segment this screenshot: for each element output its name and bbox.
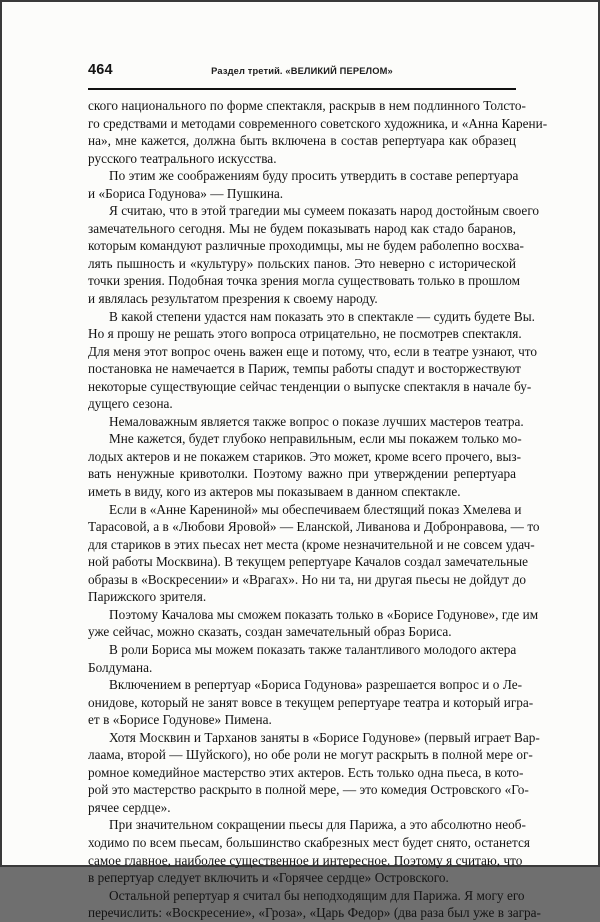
line-text: рой это мастерство раскрыто в полной мере, — это комедия Островского «Го-: [88, 782, 529, 798]
text-line: [88, 132, 516, 150]
line-text: Немаловажным является также вопрос о показе лучших мастеров театра.: [109, 413, 524, 429]
paragraph: [88, 641, 516, 676]
paragraph: [88, 167, 519, 202]
line-text: в репертуар следует включить и «Горячее сердце» Островского.: [88, 870, 449, 886]
line-text: замечательного сегодня. Мы не будем показывать народ как стадо баранов,: [88, 220, 516, 236]
text-line: [88, 343, 537, 361]
line-text: иметь в виду, кого из актеров мы показываем в данном спектакле.: [88, 484, 461, 500]
paragraph: [88, 97, 548, 167]
text-line: [88, 834, 530, 852]
line-text: образы в «Воскресении» и «Врагах». Но ни та, ни другая пьесы не дойдут до: [88, 571, 526, 587]
line-text: Я считаю, что в этой трагедии мы сумеем показать народ достойным своего: [109, 203, 540, 219]
line-text: ходимо по всем пьесам, большинство скабрезных мест будет снято, останется: [88, 834, 530, 850]
text-line: [88, 536, 535, 554]
line-text: В какой степени удастся нам показать это в спектакле — судить будете Вы.: [109, 308, 535, 324]
text-line: [88, 641, 516, 659]
text-line: [88, 360, 521, 378]
text-line: [88, 852, 523, 870]
line-text: По этим же соображениям буду просить утвердить в составе репертуара: [109, 168, 519, 184]
running-head: [88, 62, 516, 82]
text-line: [88, 150, 516, 168]
body-text: [88, 97, 548, 922]
line-text: и являлась результатом презрения к своему народу.: [88, 291, 378, 307]
text-line: [88, 97, 526, 115]
line-text: самое главное, наиболее существенное и интересное. Поэтому я считаю, что: [88, 852, 523, 868]
line-text: для стариков в этих пьесах нет места (кроме незначительной и не совсем удач-: [88, 536, 535, 552]
text-line: [88, 465, 516, 483]
line-text: некоторые существующие сейчас тенденции о выпуске спектакля в начале бу-: [88, 378, 532, 394]
text-line: [88, 501, 522, 519]
text-line: [88, 887, 525, 905]
text-line: [88, 220, 516, 238]
line-text: лять пышность и «культуру» польских панов. Это неверно с исторической: [88, 255, 516, 271]
line-text: перечислить: «Воскресение», «Гроза», «Царь Федор» (два раза был уже в загра-: [88, 905, 541, 921]
text-line: [88, 694, 534, 712]
text-line: [88, 588, 516, 606]
paragraph: [88, 887, 541, 922]
line-text: лаама, второй — Шуйского), но обе роли не могут раскрыть в полной мере ог-: [88, 747, 533, 763]
text-line: [88, 518, 540, 536]
paragraph: [88, 676, 534, 729]
text-line: [88, 115, 548, 133]
line-text: постановка не намечается в Париж, темпы работы спадут и восторжествуют: [88, 361, 521, 377]
text-line: [88, 290, 516, 308]
line-text: ет в «Борисе Годунове» Пимена.: [88, 712, 272, 728]
text-line: [88, 237, 524, 255]
text-line: [88, 378, 532, 396]
line-text: Хотя Москвин и Тарханов заняты в «Борисе Годунове» (первый играет Вар-: [109, 729, 540, 745]
line-text: Мне кажется, будет глубоко неправильным, если мы покажем только мо-: [109, 431, 522, 447]
line-text: точки зрения. Подобная точка зрения могла существовать только в прошлом: [88, 273, 521, 289]
text-line: [88, 430, 522, 448]
line-text: В роли Бориса мы можем показать также талантливого молодого актера: [109, 641, 517, 657]
line-text: которым командуют различные проходимцы, мы не будем раболепно восхва-: [88, 238, 524, 254]
paragraph: [88, 501, 540, 606]
paragraph: [88, 816, 530, 886]
text-line: [88, 571, 526, 589]
paragraph: [88, 729, 540, 817]
text-line: [88, 448, 522, 466]
text-line: [88, 781, 529, 799]
text-line: [88, 202, 540, 220]
line-text: лодых актеров и не покажем стариков. Это может, кроме всего прочего, выз-: [88, 448, 522, 464]
line-text: Остальной репертуар я считал бы неподходящим для Парижа. Я могу его: [109, 887, 525, 903]
paragraph: [88, 413, 524, 431]
line-text: и «Бориса Годунова» — Пушкина.: [88, 185, 284, 201]
line-text: вать ненужные кривотолки. Поэтому важно при утверждении репертуара: [88, 466, 516, 482]
page-number: 464: [88, 62, 113, 78]
line-text: русского театрального искусства.: [88, 150, 277, 166]
paragraph: [88, 430, 522, 500]
text-line: [88, 167, 519, 185]
text-line: [88, 711, 516, 729]
text-line: [88, 185, 516, 203]
text-line: [88, 395, 516, 413]
text-line: [88, 272, 521, 290]
text-line: [88, 676, 523, 694]
line-text: Поэтому Качалова мы сможем показать только в «Борисе Годунове», где им: [109, 606, 539, 622]
text-line: [88, 606, 539, 624]
text-line: [88, 764, 524, 782]
text-line: [88, 799, 516, 817]
line-text: Болдумана.: [88, 659, 153, 675]
paragraph: [88, 606, 539, 641]
line-text: Для меня этот вопрос очень важен еще и потому, что, если в театре узнают, что: [88, 343, 537, 359]
line-text: Но я прошу не решать этого вопроса отрицательно, не посмотрев спектакля.: [88, 326, 522, 342]
section-title: Раздел третий. «ВЕЛИКИЙ ПЕРЕЛОМ»: [211, 66, 393, 76]
text-line: [88, 659, 516, 677]
text-line: [88, 816, 526, 834]
text-line: [88, 869, 516, 887]
line-text: ромное комедийное мастерство этих актеров. Есть только одна пьеса, в кото-: [88, 764, 524, 780]
line-text: ной работы Москвина). В текущем репертуаре Качалов создал замечательные: [88, 554, 528, 570]
line-text: на», мне кажется, должна быть включена в состав репертуара как образец: [88, 133, 516, 149]
text-line: [88, 729, 540, 747]
text-line: [88, 308, 535, 326]
line-text: уже сейчас, можно сказать, создан замечательный образ Бориса.: [88, 624, 452, 640]
text-line: [88, 904, 541, 922]
text-line: [88, 483, 516, 501]
line-text: ского национального по форме спектакля, раскрыв в нем подлинного Толсто-: [88, 98, 526, 113]
scan-edge-top: [0, 0, 600, 2]
text-line: [88, 255, 516, 273]
text-line: [88, 553, 528, 571]
line-text: рячее сердце».: [88, 799, 171, 815]
header-rule: [88, 88, 516, 90]
text-line: [88, 623, 516, 641]
line-text: Если в «Анне Карениной» мы обеспечиваем блестящий показ Хмелева и: [109, 501, 522, 517]
paragraph: [88, 202, 540, 307]
text-line: [88, 746, 533, 764]
text-line: [88, 413, 524, 431]
scan-edge-left: [0, 0, 2, 867]
line-text: Тарасовой, а в «Любови Яровой» — Еланской, Ливанова и Добронравова, — то: [88, 519, 540, 535]
text-line: [88, 325, 522, 343]
line-text: дущего сезона.: [88, 396, 173, 412]
line-text: онидове, который не занят вовсе в текущем репертуаре театра и который игра-: [88, 694, 534, 710]
line-text: Включением в репертуар «Бориса Годунова» разрешается вопрос и о Ле-: [109, 677, 523, 693]
paragraph: [88, 308, 537, 413]
line-text: При значительном сокращении пьесы для Парижа, а это абсолютно необ-: [109, 817, 526, 833]
line-text: го средствами и методами современного советского художника, и «Анна Карени-: [88, 115, 548, 131]
line-text: Парижского зрителя.: [88, 589, 207, 605]
